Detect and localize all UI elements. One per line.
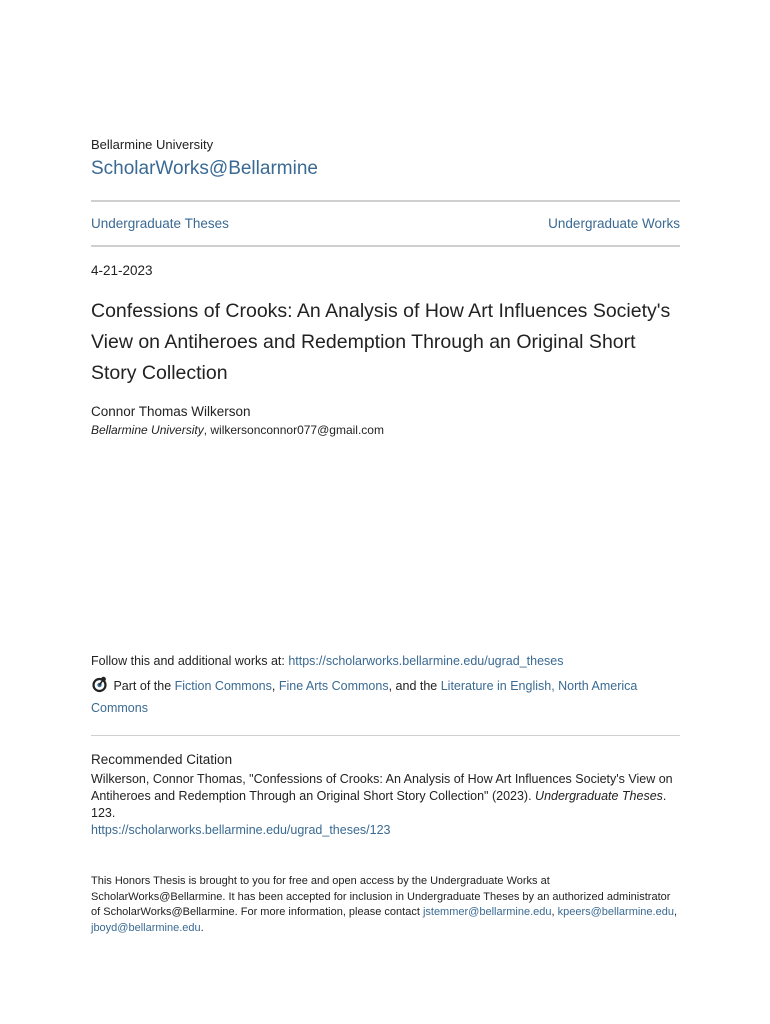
divider-collections [91, 245, 680, 247]
notice-end: . [200, 921, 204, 934]
fiction-commons-link[interactable]: Fiction Commons [174, 679, 272, 693]
author-email: , wilkersonconnor077@gmail.com [203, 423, 384, 437]
follow-line [91, 654, 563, 668]
author-affiliation [91, 423, 384, 437]
part-of-sep1: , [271, 679, 279, 693]
part-of-line [91, 675, 680, 719]
follow-label: Follow this and additional works at: [91, 654, 289, 668]
citation-body [91, 771, 680, 839]
citation-text: Wilkerson, Connor Thomas, "Confessions of Crooks: An Analysis of How Art Influences Society's View on Antiheroes and Redemption Through an Original Short Story Collection" (2023). [91, 772, 673, 803]
collection-link-works[interactable]: Undergraduate Works [548, 216, 680, 231]
network-commons-icon [91, 676, 108, 693]
author-name: Connor Thomas Wilkerson [91, 404, 251, 419]
citation-heading: Recommended Citation [91, 752, 233, 767]
divider-citation [91, 735, 680, 736]
part-of-sep2: , and the [388, 679, 441, 693]
contact-email-1[interactable]: jstemmer@bellarmine.edu [422, 906, 552, 918]
publication-date: 4-21-2023 [91, 263, 153, 278]
notice-sep2: , [673, 906, 678, 918]
document-title: Confessions of Crooks: An Analysis of How Art Influences Society's View on Antiheroes and Redemption Through an Original Short Story Collection [91, 300, 671, 384]
divider-top [91, 200, 680, 202]
part-of-prefix: Part of the [110, 679, 175, 693]
literature-commons-link[interactable]: Literature in English, North America Commons [91, 679, 638, 715]
contact-email-2[interactable]: kpeers@bellarmine.edu [557, 906, 674, 918]
repository-link[interactable]: ScholarWorks@Bellarmine [91, 158, 318, 179]
fine-arts-commons-link[interactable]: Fine Arts Commons [278, 679, 389, 693]
citation-series: Undergraduate Theses [535, 789, 663, 803]
university-name: Bellarmine University [91, 137, 214, 152]
citation-url-link[interactable]: https://scholarworks.bellarmine.edu/ugrad_theses/123 [91, 823, 391, 837]
citation-number: . 123. [91, 789, 667, 820]
contact-email-3[interactable]: jboyd@bellarmine.edu [91, 921, 201, 934]
notice-sep: , [551, 906, 558, 918]
follow-url-link[interactable]: https://scholarworks.bellarmine.edu/ugrad_theses [288, 654, 564, 668]
notice-text: This Honors Thesis is brought to you for free and open access by the Undergraduate Works at ScholarWorks@Bellarmine. It has been accepted for inclusion in Undergraduate Theses by an authorized administrator of ScholarWorks@Bellarmine. For more information, please contact [91, 875, 671, 918]
affiliation-name: Bellarmine University [91, 423, 204, 437]
collection-link-theses[interactable]: Undergraduate Theses [91, 216, 229, 231]
access-notice [91, 874, 680, 936]
